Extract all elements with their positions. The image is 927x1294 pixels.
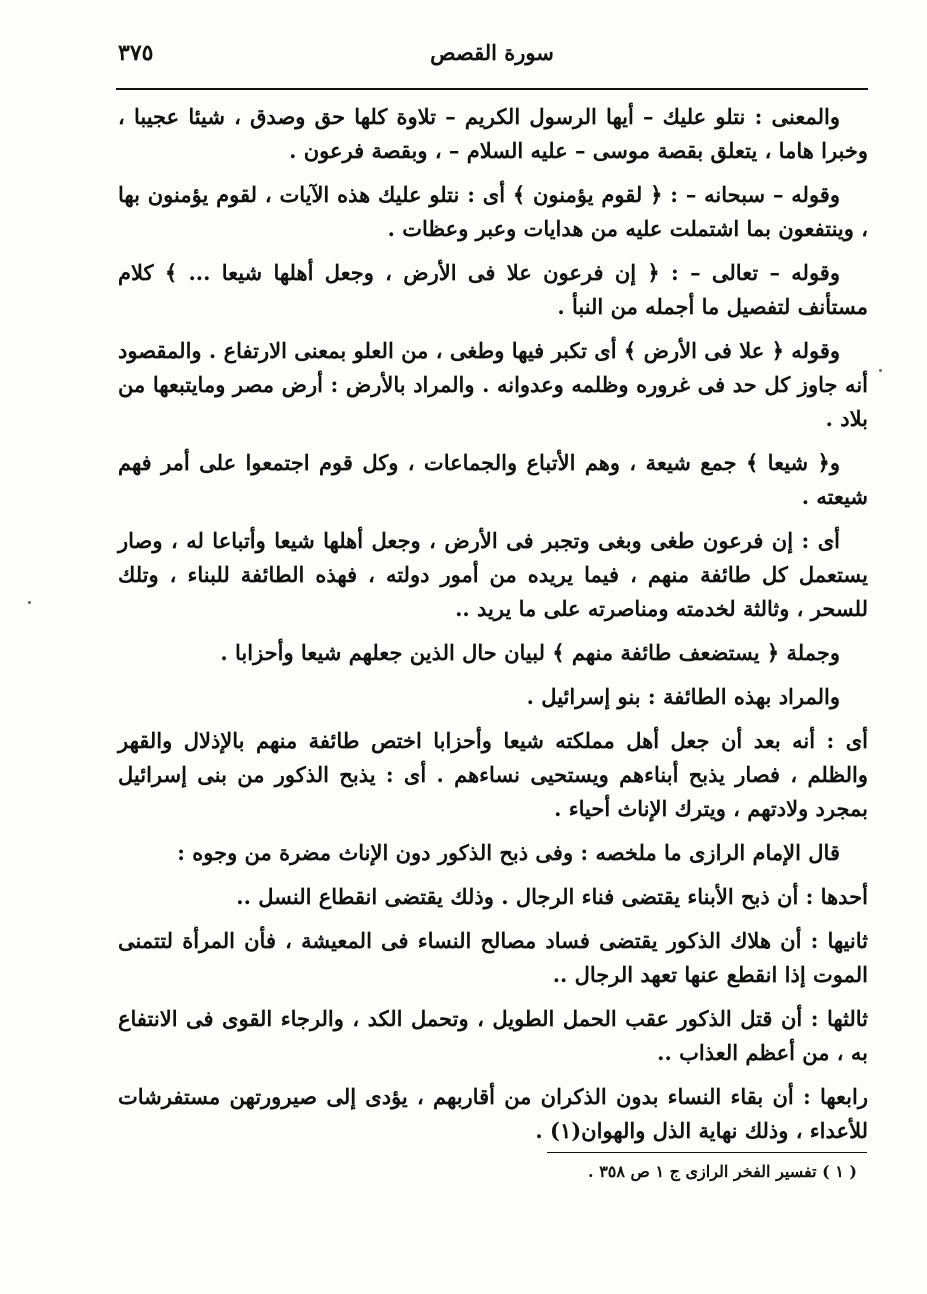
- paragraph: أى : أنه بعد أن جعل أهل مملكته شيعا وأحزابا اختص طائفة منهم بالإذلال والقهر والظلم ، فصار يذبح أبناءهم ويستحيى نساءهم . أى : يذبح الذكور من بنى إسرائيل بمجرد ولادتهم ، ويترك الإناث أحياء .: [118, 728, 868, 821]
- margin-mark: [28, 601, 31, 604]
- paragraph: و﴿ شيعا ﴾ جمع شيعة ، وهم الأتباع والجماعات ، وكل قوم اجتمعوا على أمر فهم شيعته .: [118, 450, 868, 509]
- paragraph: وقوله – سبحانه – : ﴿ لقوم يؤمنون ﴾ أى : نتلو عليك هذه الآيات ، لقوم يؤمنون بها ، وينتفعون بما اشتملت عليه من هدايات وعبر وعظات .: [118, 182, 868, 241]
- paragraph: رابعها : أن بقاء النساء بدون الذكران من أقاربهم ، يؤدى إلى صيرورتهن مستفرشات للأعداء ، وذلك نهاية الذل والهوان(١) .: [118, 1084, 868, 1143]
- paragraph: ثانيها : أن هلاك الذكور يقتضى فساد مصالح النساء فى المعيشة ، فأن المرأة لتتمنى الموت إذا انقطع عنها تعهد الرجال ..: [118, 928, 868, 987]
- footnote-divider: [547, 1152, 867, 1153]
- paragraph: وقوله ﴿ علا فى الأرض ﴾ أى تكبر فيها وطغى ، من العلو بمعنى الارتفاع . والمقصود أنه جاوز كل حد فى غروره وظلمه وعدوانه . والمراد بالأرض : أرض مصر ومايتبعها من بلاد .: [118, 338, 868, 431]
- paragraph: أحدها : أن ذبح الأبناء يقتضى فناء الرجال . وذلك يقتضى انقطاع النسل ..: [236, 884, 868, 909]
- page-number: ٣٧٥: [118, 40, 154, 66]
- chapter-title: سورة القصص: [430, 40, 554, 65]
- paragraph: والمعنى : نتلو عليك – أيها الرسول الكريم – تلاوة كلها حق وصدق ، شيئا عجيبا ، وخبرا هاما ، يتعلق بقصة موسى – عليه السلام – ، وبقصة فرعون .: [118, 104, 868, 163]
- header-divider: [116, 88, 868, 90]
- paragraph: وقوله – تعالى – : ﴿ إن فرعون علا فى الأرض ، وجعل أهلها شيعا ... ﴾ كلام مستأنف لتفصيل ما أجمله من النبأ .: [118, 260, 868, 319]
- paragraph: قال الإمام الرازى ما ملخصه : وفى ذبح الذكور دون الإناث مضرة من وجوه :: [177, 840, 840, 865]
- paragraph: والمراد بهذه الطائفة : بنو إسرائيل .: [526, 684, 840, 709]
- footnote: ( ١ ) تفسير الفخر الرازى ج ١ ص ٣٥٨ .: [588, 1162, 857, 1181]
- page-header: [118, 40, 866, 80]
- paragraph: وجملة ﴿ يستضعف طائفة منهم ﴾ لبيان حال الذين جعلهم شيعا وأحزابا .: [220, 640, 840, 665]
- paragraph: ثالثها : أن قتل الذكور عقب الحمل الطويل ، وتحمل الكد ، والرجاء القوى فى الانتفاع به ، من أعظم العذاب ..: [118, 1006, 868, 1065]
- body-text: [118, 100, 868, 1158]
- margin-mark: [879, 369, 882, 372]
- paragraph: أى : إن فرعون طغى وبغى وتجبر فى الأرض ، وجعل أهلها شيعا وأتباعا له ، وصار يستعمل كل طائفة منهم ، فيما يريده من أمور دولته ، فهذه الطائفة للبناء ، وتلك للسحر ، وثالثة لخدمته ومناصرته على ما يريد ..: [118, 528, 868, 621]
